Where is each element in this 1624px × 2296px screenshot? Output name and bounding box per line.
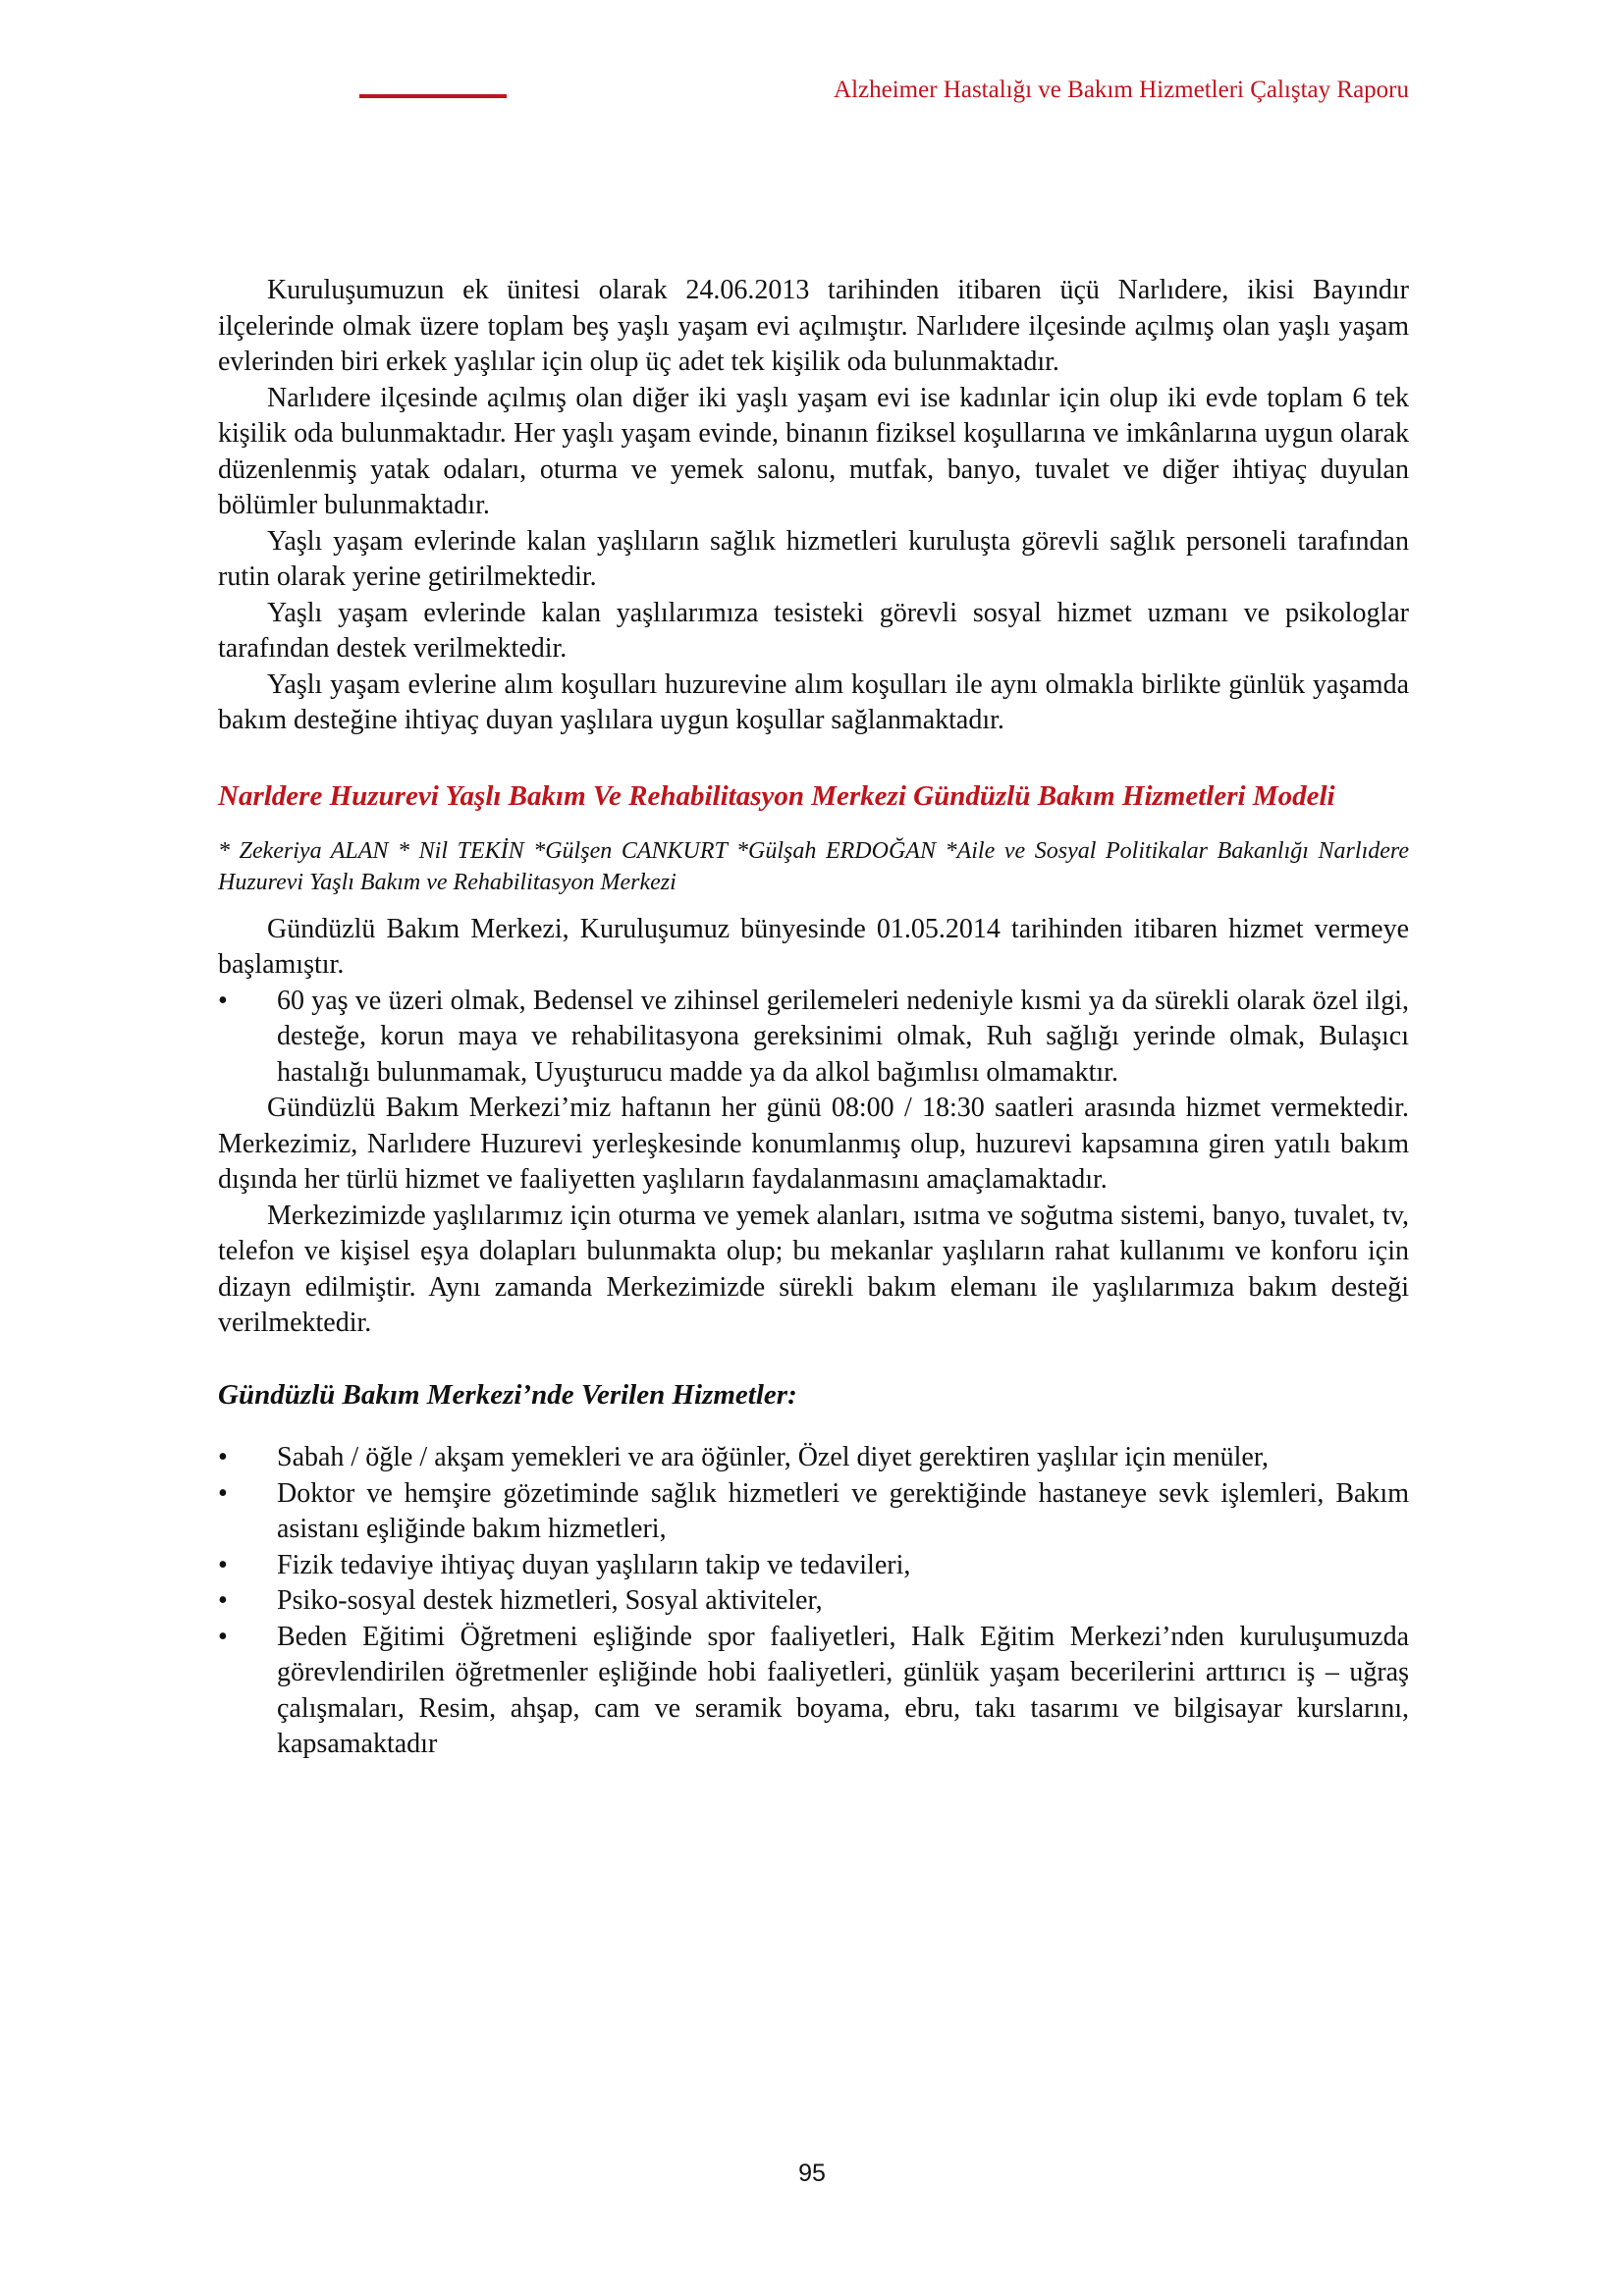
intro-paragraph: Kuruluşumuzun ek ünitesi olarak 24.06.2013 tarihinden itibaren üçü Narlıdere, ikisi Bayındır ilçelerinde olmak üzere toplam beş yaşlı yaşam evi açılmıştır. Narlıdere ilçesinde açılmış olan yaşlı yaşam evlerinden biri erkek yaşlılar için olup üç adet tek kişilik oda bulunmaktadır. <box>218 275 1409 377</box>
criteria-bullet: • 60 yaş ve üzeri olmak, Bedensel ve zihinsel gerilemeleri nedeniyle kısmi ya da sürekli olarak özel ilgi, desteğe, korun maya ve rehabilitasyona gereksinimi olmak, Ruh sağlığı yerinde olmak, Bulaşıcı hastalığı bulunmamak, Uyuşturucu madde ya da alkol bağımlısı olmamaktır. <box>218 984 1409 1092</box>
running-header: Alzheimer Hastalığı ve Bakım Hizmetleri Çalıştay Raporu <box>834 77 1409 103</box>
page-content <box>218 273 1409 1763</box>
services-list-item: • Beden Eğitimi Öğretmeni eşliğinde spor faaliyetleri, Halk Eğitim Merkezi’nden kuruluşumuzda görevlendirilen öğretmenler eşliğinde hobi faaliyetleri, günlük yaşam becerilerini arttırıcı iş – uğraş çalışmaları, Resim, ahşap, cam ve seramik boyama, ebru, takı tasarımı ve bilgisayar kurslarını, kapsamaktadır <box>218 1620 1409 1763</box>
page-number: 95 <box>798 2160 826 2187</box>
services-list-item: • Fizik tedaviye ihtiyaç duyan yaşlıların takip ve tedavileri, <box>218 1548 1409 1584</box>
section-title: Narldere Huzurevi Yaşlı Bakım Ve Rehabilitasyon Merkezi Gündüzlü Bakım Hizmetleri Modeli <box>218 779 1335 812</box>
header-rule <box>359 94 507 98</box>
intro-paragraph: Yaşlı yaşam evlerinde kalan yaşlılarımıza tesisteki görevli sosyal hizmet uzmanı ve psikologlar tarafından destek verilmektedir. <box>218 597 1409 664</box>
author-list: * Zekeriya ALAN * Nil TEKİN *Gülşen CANKURT *Gülşah ERDOĞAN *Aile ve Sosyal Politikalar Bakanlığı Narlıdere Huzurevi Yaşlı Bakım ve Rehabilitasyon Merkezi <box>218 837 1409 895</box>
intro-paragraph: Yaşlı yaşam evlerine alım koşulları huzurevine alım koşulları ile aynı olmakla birlikte günlük yaşamda bakım desteğine ihtiyaç duyan yaşlılara uygun koşullar sağlanmaktadır. <box>218 668 1409 735</box>
section-paragraph: Gündüzlü Bakım Merkezi’miz haftanın her günü 08:00 / 18:30 saatleri arasında hizmet vermektedir. Merkezimiz, Narlıdere Huzurevi yerleşkesinde konumlanmış olup, huzurevi kapsamına giren yatılı bakım dışında her türlü hizmet ve faaliyetten yaşlıların faydalanmasını amaçlamaktadır. <box>218 1093 1409 1195</box>
services-heading: Gündüzlü Bakım Merkezi’nde Verilen Hizmetler: <box>218 1378 797 1411</box>
criteria-list <box>218 984 1409 1092</box>
services-list-item: • Psiko-sosyal destek hizmetleri, Sosyal aktiviteler, <box>218 1583 1409 1620</box>
services-list-item: • Doktor ve hemşire gözetiminde sağlık hizmetleri ve gerektiğinde hastaneye sevk işlemleri, Bakım asistanı eşliğinde bakım hizmetleri, <box>218 1476 1409 1548</box>
services-list-item: • Sabah / öğle / akşam yemekleri ve ara öğünler, Özel diyet gerektiren yaşlılar için menüler, <box>218 1440 1409 1476</box>
services-list <box>218 1440 1409 1763</box>
intro-paragraph: Yaşlı yaşam evlerinde kalan yaşlıların sağlık hizmetleri kuruluşta görevli sağlık personeli tarafından rutin olarak yerine getirilmektedir. <box>218 525 1409 592</box>
intro-paragraph: Narlıdere ilçesinde açılmış olan diğer iki yaşlı yaşam evi ise kadınlar için olup iki evde toplam 6 tek kişilik oda bulunmaktadır. Her yaşlı yaşam evinde, binanın fiziksel koşullarına ve imkânlarına uygun olarak düzenlenmiş yatak odaları, oturma ve yemek salonu, mutfak, banyo, tuvalet ve diğer ihtiyaç duyulan bölümler bulunmaktadır. <box>218 382 1409 520</box>
section-paragraph: Merkezimizde yaşlılarımız için oturma ve yemek alanları, ısıtma ve soğutma sistemi, banyo, tuvalet, tv, telefon ve kişisel eşya dolapları bulunmakta olup; bu mekanlar yaşlıların rahat kullanımı ve konforu için dizayn edilmiştir. Aynı zamanda Merkezimizde sürekli bakım elemanı ile yaşlılarımıza bakım desteği verilmektedir. <box>218 1200 1409 1338</box>
section-paragraph: Gündüzlü Bakım Merkezi, Kuruluşumuz bünyesinde 01.05.2014 tarihinden itibaren hizmet vermeye başlamıştır. <box>218 913 1409 980</box>
